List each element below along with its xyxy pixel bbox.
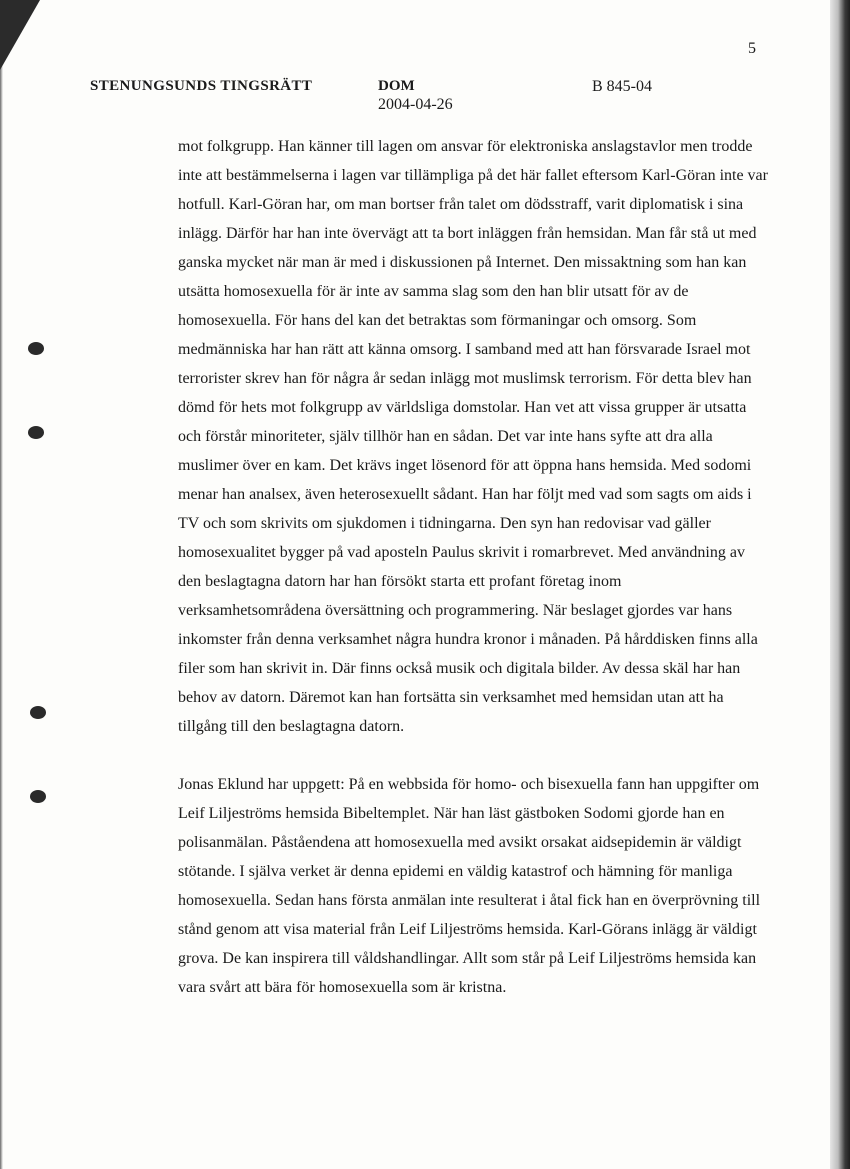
paragraph-testimony-jonas: Jonas Eklund har uppgett: På en webbsida för homo- och bisexuella fann han uppgifter om Leif Liljeströms hemsida Bibeltemplet. När han läst gästboken Sodomi gjorde han en polisanmälan. Påståendena att homosexuella med avsikt orsakat aidsepidemin är väldigt stötande. I själva verket är denna epidemi en väldig katastrof och hämning för manliga homosexuella. Sedan hans första anmälan inte resulterat i åtal fick han en överprövning till stånd genom att visa material från Leif Liljeströms hemsida. Karl-Görans inlägg är väldigt grova. De kan inspirera till våldshandlingar. Allt som står på Leif Liljeströms hemsida kan vara svårt att bära för homosexuella som är kristna. — [178, 776, 761, 996]
punch-hole — [30, 790, 46, 803]
document-type: DOM — [378, 78, 415, 94]
case-number: B 845-04 — [592, 78, 652, 95]
punch-hole — [28, 426, 44, 439]
page-number: 5 — [748, 40, 756, 57]
court-name: STENUNGSUNDS TINGSRÄTT — [90, 78, 313, 94]
scan-edge-left — [0, 0, 3, 1169]
scan-corner-shadow — [0, 0, 40, 70]
paragraph-testimony-leif: mot folkgrupp. Han känner till lagen om ansvar för elektroniska anslagstavlor men trodde inte att bestämmelserna i lagen var tillämpliga på det här fallet eftersom Karl-Göran inte var hotfull. Karl-Göran har, om man bortser från talet om dödsstraff, varit diplomatisk i sina inlägg. Därför har han inte övervägt att ta bort inläggen från hemsidan. Man får stå ut med ganska mycket när man är med i diskussionen på Internet. Den missaktning som han kan utsätta homosexuella för är inte av samma slag som den han blir utsatt för av de homosexuella. För hans del kan det betraktas som förmaningar och omsorg. Som medmänniska har han rätt att känna omsorg. I samband med att han försvarade Israel mot terrorister skrev han för några år sedan inlägg mot muslimsk terrorism. För detta blev han dömd för hets mot folkgrupp av världsliga domstolar. Han vet att vissa grupper är utsatta och förstår minoriteter, själv tillhör han en sådan. Det var inte hans syfte att dra alla muslimer över en kam. Det krävs inget lösenord för att öppna hans hemsida. Med sodomi menar han analsex, även heterosexuellt sådant. Han har följt med vad som sagts om aids i TV och som skrivits om sjukdomen i tidningarna. Den syn han redovisar vad gäller homosexualitet bygger på vad aposteln Paulus skrivit i romarbrevet. Med användning av den beslagtagna datorn har han försökt starta ett profant företag inom verksamhetsområdena översättning och programmering. När beslaget gjordes var hans inkomster från denna verksamhet några hundra kronor i månaden. På hårddisken finns alla filer som han skrivit in. Där finns också musik och digitala bilder. Av dessa skäl har han behov av datorn. Däremot kan han fortsätta sin verksamhet med hemsidan utan att ha tillgång till den beslagtagna datorn. — [178, 138, 768, 735]
document-body — [178, 132, 768, 1002]
punch-hole — [30, 706, 46, 719]
scan-edge-right — [830, 0, 850, 1169]
document-date: 2004-04-26 — [378, 96, 453, 113]
punch-hole — [28, 342, 44, 355]
